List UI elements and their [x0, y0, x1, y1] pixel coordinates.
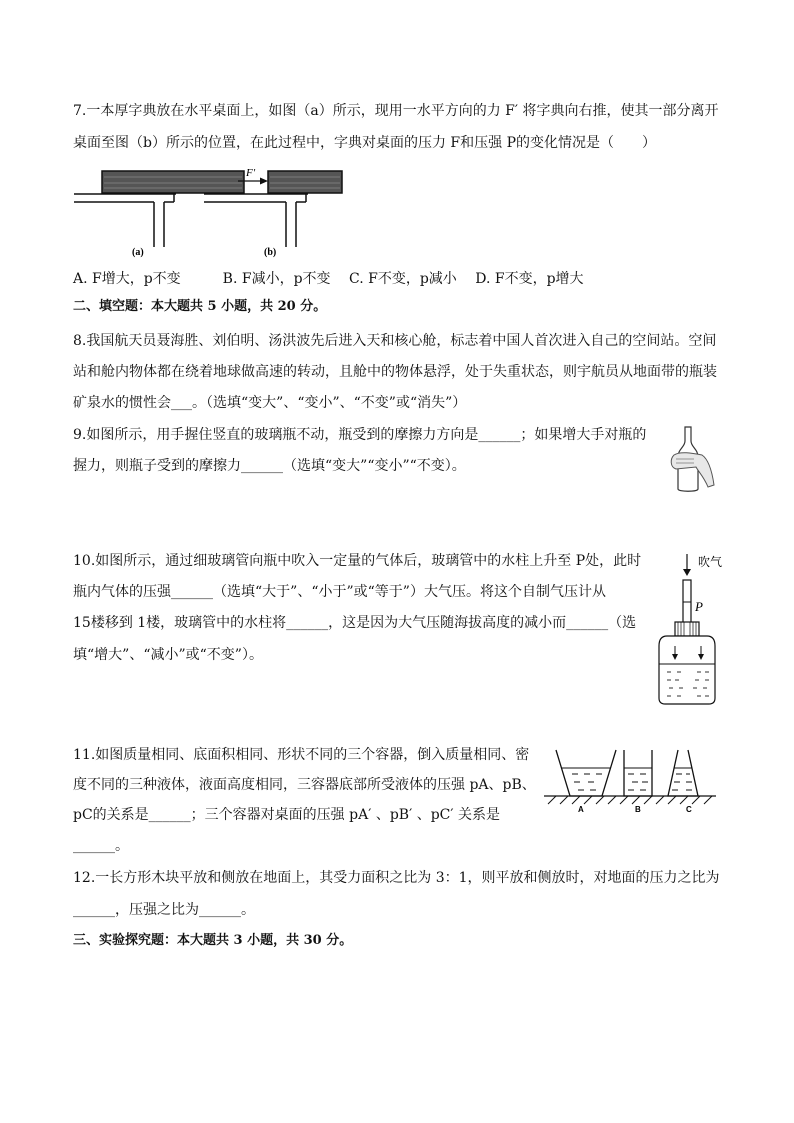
container-b-label: B — [635, 805, 641, 812]
q9-line-1: 9.如图所示，用手握住竖直的玻璃瓶不动，瓶受到的摩擦力方向是______；如果增大手对瓶的 — [73, 427, 647, 443]
section-2-heading: 二、填空题：本大题共 5 小题，共 20 分。 — [73, 299, 327, 314]
q7-figure-dictionary — [70, 165, 350, 263]
blow-label: 吹气 — [698, 555, 723, 569]
figure-a — [74, 171, 244, 247]
p-label: P — [695, 599, 703, 614]
q11-line-2: 度不同的三种液体，液面高度相同，三容器底部所受液体的压强 pA、pB、 — [73, 777, 536, 793]
q9-hand-bottle-figure — [668, 425, 718, 495]
q7-line-1: 7.一本厚字典放在水平桌面上，如图（a）所示，现用一水平方向的力 F′ 将字典向右推，使其一部分离开 — [73, 103, 719, 119]
q11-line-1: 11.如图质量相同、底面积相同、形状不同的三个容器，倒入质量相同、密 — [73, 747, 530, 763]
fig-b-label: (b) — [264, 247, 277, 258]
q11-line-4: ______。 — [73, 838, 129, 854]
q11-containers-figure — [540, 742, 720, 812]
q11-line-3: pC的关系是______；三个容器对桌面的压强 pA′ 、pB′ 、pC′ 关系是 — [73, 807, 501, 823]
q9-line-2: 握力，则瓶子受到的摩擦力______（选填“变大”“变小”“不变）。 — [73, 458, 466, 474]
force-label: F′ — [246, 167, 256, 179]
q8-line-3: 矿泉水的惯性会___。（选填“变大”、“变小”、“不变”或“消失”） — [73, 395, 467, 411]
q8-line-1: 8.我国航天员聂海胜、刘伯明、汤洪波先后进入天和核心舱，标志着中国人首次进入自己的空间站。空间 — [73, 333, 717, 349]
q12-line-1: 12.一长方形木块平放和侧放在地面上，其受力面积之比为 3：1，则平放和侧放时，对地面的压力之比为 — [73, 870, 720, 886]
q12-line-2: ______，压强之比为______。 — [73, 902, 255, 918]
q8-line-2: 站和舱内物体都在绕着地球做高速的转动，且舱中的物体悬浮，处于失重状态，则宇航员从地面带的瓶装 — [73, 364, 717, 380]
fig-a-label: (a) — [132, 247, 144, 258]
q7-line-2: 桌面至图（b）所示的位置，在此过程中，字典对桌面的压力 F和压强 P的变化情况是（ ） — [73, 135, 656, 151]
container-a-label: A — [578, 805, 584, 812]
q10-barometer-figure — [655, 548, 735, 706]
q10-line-2: 瓶内气体的压强______（选填“大于”、“小于”或“等于”）大气压。将这个自制气压计从 — [73, 584, 606, 600]
container-c-label: C — [686, 805, 692, 812]
q10-line-4: 填“增大”、“减小”或“不变”）。 — [73, 647, 263, 663]
q7-options: A. F增大，p不变 B. F减小，p不变 C. F不变，p减小 D. F不变，p增大 — [73, 271, 584, 287]
q10-line-3: 15楼移到 1楼，玻璃管中的水柱将______，这是因为大气压随海拔高度的减小而______（选 — [73, 615, 637, 631]
section-3-heading: 三、实验探究题：本大题共 3 小题，共 30 分。 — [73, 933, 353, 948]
q10-line-1: 10.如图所示，通过细玻璃管向瓶中吹入一定量的气体后，玻璃管中的水柱上升至 P处，此时 — [73, 553, 642, 569]
